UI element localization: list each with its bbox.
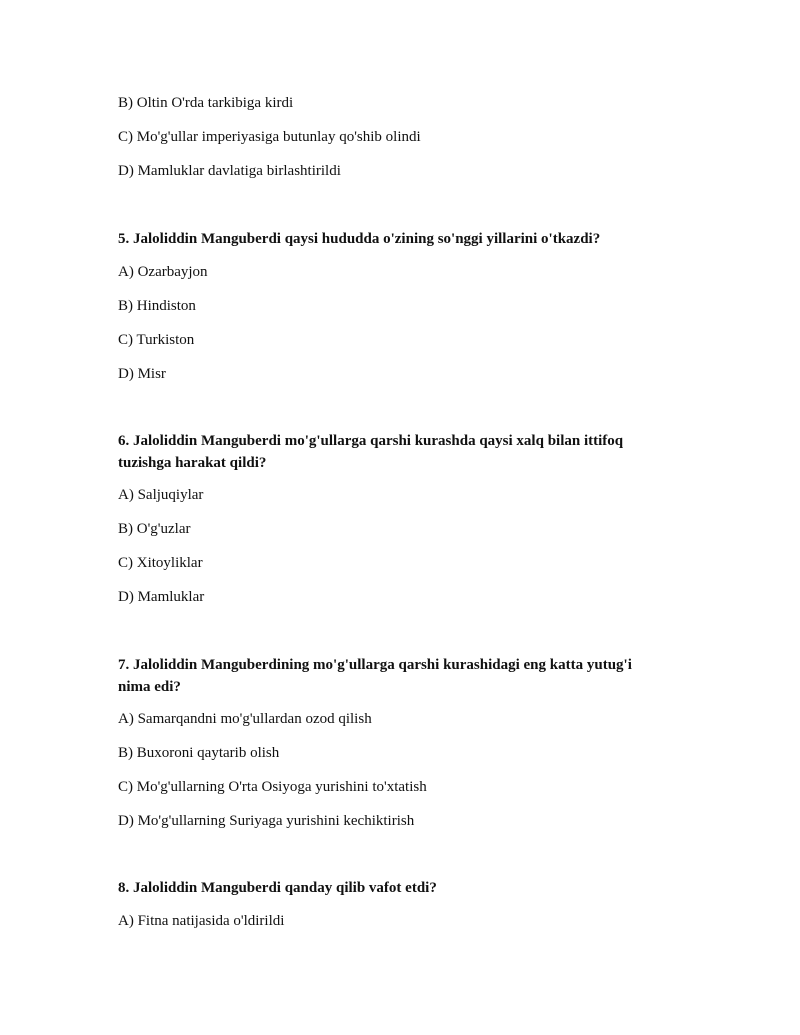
option-8a: A) Fitna natijasida o'ldirildi xyxy=(118,913,285,929)
option-4b: B) Oltin O'rda tarkibiga kirdi xyxy=(118,95,294,111)
option-4d: D) Mamluklar davlatiga birlashtirildi xyxy=(118,163,341,179)
option-6c: C) Xitoyliklar xyxy=(118,555,203,571)
question-7-line-1: 7. Jaloliddin Manguberdining mo'g'ullarga qarshi kurashidagi eng katta yutug'i xyxy=(118,657,632,673)
option-5b: B) Hindiston xyxy=(118,298,196,314)
option-5a: A) Ozarbayjon xyxy=(118,264,208,280)
option-4c: C) Mo'g'ullar imperiyasiga butunlay qo'shib olindi xyxy=(118,129,421,145)
question-5: 5. Jaloliddin Manguberdi qaysi hududda o'zining so'nggi yillarini o'tkazdi? xyxy=(118,231,601,247)
question-7-line-2: nima edi? xyxy=(118,679,181,695)
option-5d: D) Misr xyxy=(118,366,166,382)
question-6-line-2: tuzishga harakat qildi? xyxy=(118,455,267,471)
option-7a: A) Samarqandni mo'g'ullardan ozod qilish xyxy=(118,711,372,727)
option-7d: D) Mo'g'ullarning Suriyaga yurishini kechiktirish xyxy=(118,813,415,829)
question-6-line-1: 6. Jaloliddin Manguberdi mo'g'ullarga qarshi kurashda qaysi xalq bilan ittifoq xyxy=(118,433,624,449)
option-7c: C) Mo'g'ullarning O'rta Osiyoga yurishini to'xtatish xyxy=(118,779,427,795)
option-6d: D) Mamluklar xyxy=(118,589,205,605)
option-5c: C) Turkiston xyxy=(118,332,195,348)
option-7b: B) Buxoroni qaytarib olish xyxy=(118,745,280,761)
option-6a: A) Saljuqiylar xyxy=(118,487,204,503)
question-8: 8. Jaloliddin Manguberdi qanday qilib vafot etdi? xyxy=(118,880,437,896)
option-6b: B) O'g'uzlar xyxy=(118,521,191,537)
